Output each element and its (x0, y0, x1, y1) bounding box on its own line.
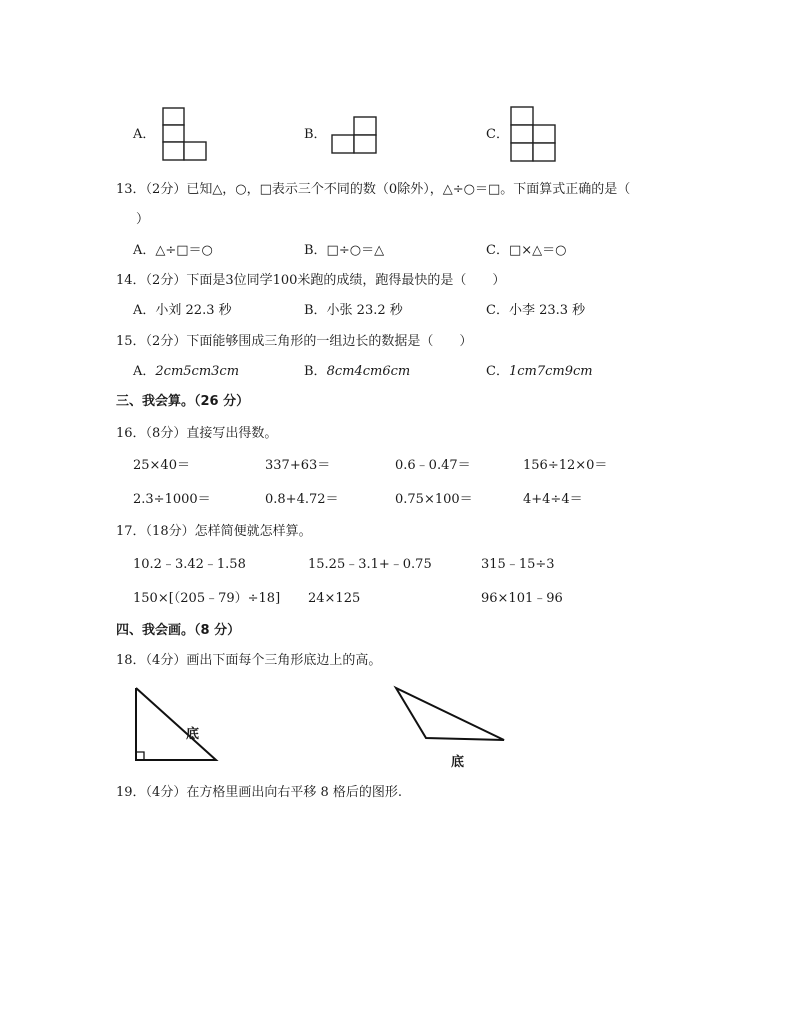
q16-item: 156÷12×0＝ (523, 458, 608, 473)
section-4-heading: 四、我会画。（8 分） (116, 623, 241, 638)
q14-option-a: A．小刘 22.3 秒 (133, 303, 232, 318)
q17-item: 10.2﹣3.42﹣1.58 (133, 557, 246, 572)
base-label-left: 底 (186, 727, 200, 742)
q15-option-c (486, 364, 593, 380)
q13-option-c: C．□×△＝○ (486, 243, 567, 258)
q15-option-a (133, 364, 239, 380)
option-a-figure (162, 107, 208, 163)
q14-option-c: C．小李 23.3 秒 (486, 303, 586, 318)
option-value: 2cm5cm3cm (155, 364, 240, 379)
option-value: 8cm4cm6cm (326, 364, 411, 379)
q16-item: 0.75×100＝ (395, 492, 473, 507)
q16-stem: 16．（8分）直接写出得数。 (116, 426, 278, 441)
q14-stem: 14．（2分）下面是3位同学100米跑的成绩，跑得最快的是（ ） (116, 273, 506, 288)
option-letter: B． (304, 127, 327, 142)
right-triangle-figure (128, 684, 224, 766)
q16-item: 4+4÷4＝ (523, 492, 583, 507)
q15-stem: 15．（2分）下面能够围成三角形的一组边长的数据是（ ） (116, 334, 473, 349)
q16-item: 0.6﹣0.47＝ (395, 458, 471, 473)
option-b-figure (331, 116, 379, 156)
option-value: 1cm7cm9cm (508, 364, 593, 379)
section-3-heading: 三、我会算。（26 分） (116, 394, 250, 409)
option-letter: B． (304, 364, 327, 379)
option-letter: A． (133, 364, 156, 379)
option-c-figure (510, 106, 558, 164)
q16-item: 2.3÷1000＝ (133, 492, 211, 507)
q13-stem-end: ） (136, 212, 150, 227)
q18-stem: 18．（4分）画出下面每个三角形底边上的高。 (116, 653, 382, 668)
base-label-right: 底 (451, 755, 465, 770)
option-letter: C． (486, 364, 509, 379)
q17-item: 24×125 (308, 591, 361, 606)
q17-item: 315﹣15÷3 (481, 557, 555, 572)
option-letter: A． (133, 127, 156, 142)
q17-item: 150×[（205﹣79）÷18] (133, 591, 281, 606)
q16-item: 0.8+4.72＝ (265, 492, 339, 507)
q13-option-a: A．△÷□＝○ (133, 243, 213, 258)
option-letter: C． (486, 127, 509, 142)
q16-item: 25×40＝ (133, 458, 190, 473)
q17-item: 15.25﹣3.1+﹣0.75 (308, 557, 432, 572)
q19-stem: 19．（4分）在方格里画出向右平移 8 格后的图形. (116, 785, 402, 800)
q13-option-b: B．□÷○＝△ (304, 243, 385, 258)
q15-option-b (304, 364, 410, 380)
q14-option-b: B．小张 23.2 秒 (304, 303, 403, 318)
q17-stem: 17．（18分）怎样简便就怎样算。 (116, 524, 312, 539)
q16-item: 337+63＝ (265, 458, 331, 473)
obtuse-triangle-figure (390, 684, 508, 768)
q17-item: 96×101﹣96 (481, 591, 563, 606)
q13-stem: 13．（2分）已知△，○，□表示三个不同的数（0除外），△÷○＝□。下面算式正确的是（ (116, 182, 631, 197)
